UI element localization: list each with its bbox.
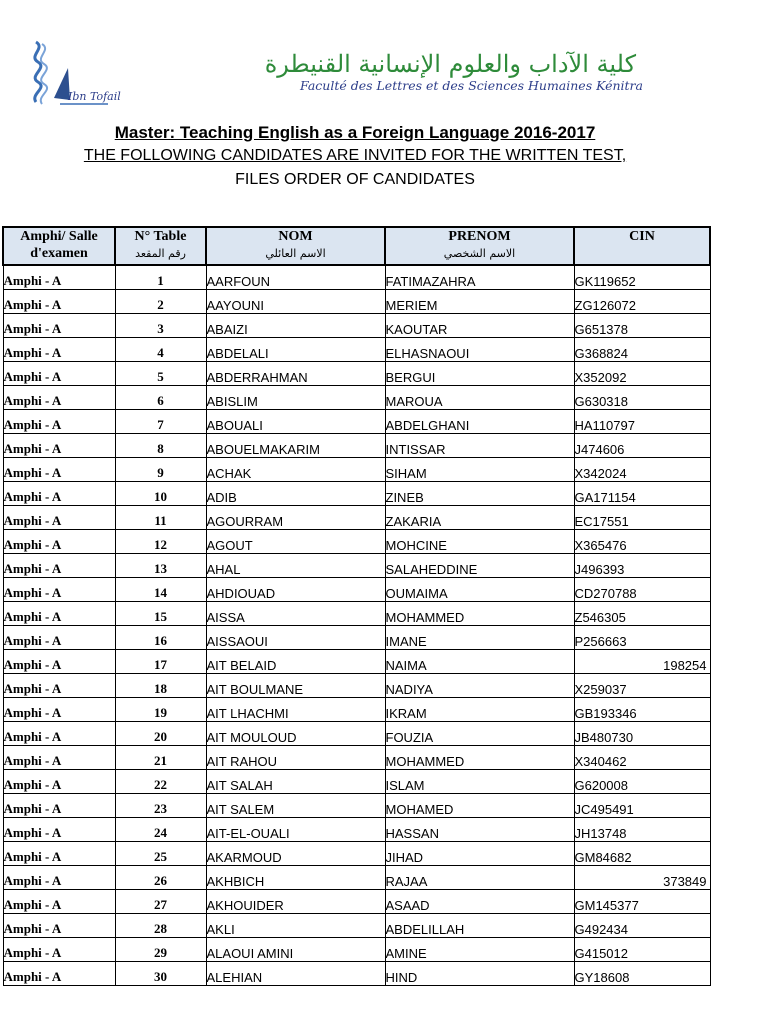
cell-salle: Amphi - A xyxy=(3,890,115,914)
cell-prenom: AMINE xyxy=(385,938,574,962)
table-row xyxy=(3,265,710,290)
cell-cin: X340462 xyxy=(574,746,710,770)
cell-prenom: ELHASNAOUI xyxy=(385,338,574,362)
cell-nom: AIT RAHOU xyxy=(206,746,385,770)
cell-cin: JB480730 xyxy=(574,722,710,746)
table-row xyxy=(3,482,710,506)
cell-prenom: MERIEM xyxy=(385,290,574,314)
cell-table-number: 13 xyxy=(115,554,206,578)
cell-prenom: BERGUI xyxy=(385,362,574,386)
cell-cin: 373849 xyxy=(574,866,710,890)
cell-salle: Amphi - A xyxy=(3,290,115,314)
cell-table-number: 17 xyxy=(115,650,206,674)
table-row xyxy=(3,386,710,410)
cell-cin: 198254 xyxy=(574,650,710,674)
header-table-ar: رقم المقعد xyxy=(135,247,186,260)
cell-salle: Amphi - A xyxy=(3,794,115,818)
cell-salle: Amphi - A xyxy=(3,530,115,554)
header-nom-ar: الاسم العائلي xyxy=(265,247,326,260)
header-nom-fr: NOM xyxy=(278,229,313,244)
cell-table-number: 19 xyxy=(115,698,206,722)
cell-nom: AARFOUN xyxy=(206,265,385,290)
cell-table-number: 10 xyxy=(115,482,206,506)
cell-table-number: 2 xyxy=(115,290,206,314)
cell-table-number: 27 xyxy=(115,890,206,914)
table-row xyxy=(3,794,710,818)
cell-table-number: 28 xyxy=(115,914,206,938)
cell-table-number: 4 xyxy=(115,338,206,362)
cell-cin: GB193346 xyxy=(574,698,710,722)
table-row xyxy=(3,866,710,890)
table-row xyxy=(3,362,710,386)
table-row xyxy=(3,626,710,650)
cell-salle: Amphi - A xyxy=(3,866,115,890)
cell-salle: Amphi - A xyxy=(3,698,115,722)
cell-nom: AISSA xyxy=(206,602,385,626)
header-prenom xyxy=(385,227,574,265)
cell-prenom: INTISSAR xyxy=(385,434,574,458)
cell-nom: AISSAOUI xyxy=(206,626,385,650)
cell-nom: AIT SALEM xyxy=(206,794,385,818)
cell-nom: ALAOUI AMINI xyxy=(206,938,385,962)
cell-table-number: 1 xyxy=(115,265,206,290)
cell-cin: JC495491 xyxy=(574,794,710,818)
cell-salle: Amphi - A xyxy=(3,746,115,770)
cell-prenom: NAIMA xyxy=(385,650,574,674)
cell-salle: Amphi - A xyxy=(3,265,115,290)
table-row xyxy=(3,962,710,986)
table-row xyxy=(3,770,710,794)
cell-salle: Amphi - A xyxy=(3,722,115,746)
cell-nom: AIT MOULOUD xyxy=(206,722,385,746)
cell-table-number: 9 xyxy=(115,458,206,482)
cell-prenom: ZAKARIA xyxy=(385,506,574,530)
cell-salle: Amphi - A xyxy=(3,674,115,698)
cell-cin: J474606 xyxy=(574,434,710,458)
cell-prenom: MAROUA xyxy=(385,386,574,410)
cell-salle: Amphi - A xyxy=(3,578,115,602)
cell-nom: AIT BELAID xyxy=(206,650,385,674)
cell-prenom: ABDELGHANI xyxy=(385,410,574,434)
cell-nom: AIT-EL-OUALI xyxy=(206,818,385,842)
table-row xyxy=(3,314,710,338)
cell-table-number: 8 xyxy=(115,434,206,458)
cell-table-number: 18 xyxy=(115,674,206,698)
cell-prenom: IMANE xyxy=(385,626,574,650)
cell-prenom: ISLAM xyxy=(385,770,574,794)
cell-cin: P256663 xyxy=(574,626,710,650)
cell-table-number: 30 xyxy=(115,962,206,986)
table-row xyxy=(3,698,710,722)
header-cin: CIN xyxy=(574,227,710,265)
table-row xyxy=(3,410,710,434)
invitation-title: THE FOLLOWING CANDIDATES ARE INVITED FOR THE WRITTEN TEST, xyxy=(83,147,627,164)
table-row xyxy=(3,890,710,914)
cell-salle: Amphi - A xyxy=(3,482,115,506)
cell-prenom: RAJAA xyxy=(385,866,574,890)
cell-cin: X259037 xyxy=(574,674,710,698)
cell-table-number: 5 xyxy=(115,362,206,386)
cell-salle: Amphi - A xyxy=(3,842,115,866)
cell-cin: GK119652 xyxy=(574,265,710,290)
cell-salle: Amphi - A xyxy=(3,314,115,338)
cell-cin: X352092 xyxy=(574,362,710,386)
cell-cin: GA171154 xyxy=(574,482,710,506)
table-row xyxy=(3,674,710,698)
cell-table-number: 20 xyxy=(115,722,206,746)
cell-table-number: 29 xyxy=(115,938,206,962)
cell-nom: ABISLIM xyxy=(206,386,385,410)
header-prenom-fr: PRENOM xyxy=(448,229,511,244)
table-row xyxy=(3,914,710,938)
header-table-number xyxy=(115,227,206,265)
table-row xyxy=(3,842,710,866)
cell-nom: AKHOUIDER xyxy=(206,890,385,914)
cell-prenom: SALAHEDDINE xyxy=(385,554,574,578)
cell-table-number: 24 xyxy=(115,818,206,842)
cell-nom: AHAL xyxy=(206,554,385,578)
program-title: Master: Teaching English as a Foreign Language 2016-2017 xyxy=(114,123,596,142)
document-titles xyxy=(0,122,710,192)
header-table-fr: N° Table xyxy=(134,229,187,244)
cell-nom: ACHAK xyxy=(206,458,385,482)
cell-cin: ZG126072 xyxy=(574,290,710,314)
cell-nom: AGOUT xyxy=(206,530,385,554)
cell-nom: AAYOUNI xyxy=(206,290,385,314)
cell-prenom: ZINEB xyxy=(385,482,574,506)
cell-cin: G415012 xyxy=(574,938,710,962)
cell-nom: AKLI xyxy=(206,914,385,938)
cell-cin: G620008 xyxy=(574,770,710,794)
table-row xyxy=(3,578,710,602)
header-salle-line1: Amphi/ Salle xyxy=(20,229,98,244)
table-row xyxy=(3,722,710,746)
cell-prenom: SIHAM xyxy=(385,458,574,482)
cell-cin: GM145377 xyxy=(574,890,710,914)
header-salle xyxy=(3,227,115,265)
cell-salle: Amphi - A xyxy=(3,458,115,482)
cell-cin: EC17551 xyxy=(574,506,710,530)
university-logo xyxy=(24,38,121,114)
cell-nom: AIT BOULMANE xyxy=(206,674,385,698)
table-row xyxy=(3,458,710,482)
cell-prenom: IKRAM xyxy=(385,698,574,722)
faculty-name-french: Faculté des Lettres et des Sciences Humaines Kénitra xyxy=(300,78,643,93)
cell-table-number: 7 xyxy=(115,410,206,434)
cell-prenom: FATIMAZAHRA xyxy=(385,265,574,290)
table-row xyxy=(3,338,710,362)
cell-cin: G651378 xyxy=(574,314,710,338)
cell-salle: Amphi - A xyxy=(3,914,115,938)
cell-table-number: 23 xyxy=(115,794,206,818)
table-row xyxy=(3,938,710,962)
cell-nom: AIT SALAH xyxy=(206,770,385,794)
cell-table-number: 11 xyxy=(115,506,206,530)
cell-nom: AGOURRAM xyxy=(206,506,385,530)
table-row xyxy=(3,530,710,554)
cell-nom: ADIB xyxy=(206,482,385,506)
cell-prenom: MOHAMED xyxy=(385,794,574,818)
header-prenom-ar: الاسم الشخصي xyxy=(443,247,516,260)
order-subtitle: FILES ORDER OF CANDIDATES xyxy=(235,171,475,188)
cell-cin: G368824 xyxy=(574,338,710,362)
cell-salle: Amphi - A xyxy=(3,554,115,578)
cell-table-number: 21 xyxy=(115,746,206,770)
table-row xyxy=(3,290,710,314)
cell-table-number: 15 xyxy=(115,602,206,626)
cell-salle: Amphi - A xyxy=(3,962,115,986)
cell-table-number: 6 xyxy=(115,386,206,410)
document-header xyxy=(0,0,768,120)
cell-prenom: KAOUTAR xyxy=(385,314,574,338)
cell-nom: AIT LHACHMI xyxy=(206,698,385,722)
cell-cin: X365476 xyxy=(574,530,710,554)
cell-nom: AKARMOUD xyxy=(206,842,385,866)
cell-salle: Amphi - A xyxy=(3,602,115,626)
cell-prenom: HIND xyxy=(385,962,574,986)
cell-salle: Amphi - A xyxy=(3,626,115,650)
svg-text:Ibn Tofail: Ibn Tofail xyxy=(68,90,121,103)
cell-cin: CD270788 xyxy=(574,578,710,602)
table-row xyxy=(3,506,710,530)
cell-prenom: OUMAIMA xyxy=(385,578,574,602)
cell-salle: Amphi - A xyxy=(3,818,115,842)
cell-nom: ABDERRAHMAN xyxy=(206,362,385,386)
candidates-table xyxy=(2,226,711,986)
cell-table-number: 14 xyxy=(115,578,206,602)
cell-table-number: 16 xyxy=(115,626,206,650)
table-row xyxy=(3,554,710,578)
header-salle-line2: d'examen xyxy=(30,246,88,261)
cell-prenom: MOHAMMED xyxy=(385,602,574,626)
cell-prenom: MOHAMMED xyxy=(385,746,574,770)
cell-nom: ABDELALI xyxy=(206,338,385,362)
cell-cin: GM84682 xyxy=(574,842,710,866)
cell-salle: Amphi - A xyxy=(3,434,115,458)
cell-salle: Amphi - A xyxy=(3,650,115,674)
cell-cin: X342024 xyxy=(574,458,710,482)
cell-cin: GY18608 xyxy=(574,962,710,986)
cell-cin: G630318 xyxy=(574,386,710,410)
cell-prenom: FOUZIA xyxy=(385,722,574,746)
cell-cin: J496393 xyxy=(574,554,710,578)
cell-salle: Amphi - A xyxy=(3,410,115,434)
cell-salle: Amphi - A xyxy=(3,386,115,410)
cell-salle: Amphi - A xyxy=(3,362,115,386)
cell-nom: AHDIOUAD xyxy=(206,578,385,602)
cell-prenom: NADIYA xyxy=(385,674,574,698)
cell-table-number: 22 xyxy=(115,770,206,794)
cell-nom: ABOUELMAKARIM xyxy=(206,434,385,458)
cell-cin: JH13748 xyxy=(574,818,710,842)
cell-nom: ALEHIAN xyxy=(206,962,385,986)
cell-cin: Z546305 xyxy=(574,602,710,626)
cell-table-number: 3 xyxy=(115,314,206,338)
cell-nom: ABAIZI xyxy=(206,314,385,338)
cell-table-number: 26 xyxy=(115,866,206,890)
table-header-row xyxy=(3,227,710,265)
cell-prenom: ASAAD xyxy=(385,890,574,914)
header-nom xyxy=(206,227,385,265)
cell-prenom: MOHCINE xyxy=(385,530,574,554)
cell-salle: Amphi - A xyxy=(3,506,115,530)
cell-salle: Amphi - A xyxy=(3,338,115,362)
cell-cin: HA110797 xyxy=(574,410,710,434)
cell-nom: ABOUALI xyxy=(206,410,385,434)
cell-prenom: HASSAN xyxy=(385,818,574,842)
cell-prenom: ABDELILLAH xyxy=(385,914,574,938)
cell-salle: Amphi - A xyxy=(3,770,115,794)
table-row xyxy=(3,602,710,626)
cell-prenom: JIHAD xyxy=(385,842,574,866)
cell-table-number: 12 xyxy=(115,530,206,554)
table-row xyxy=(3,434,710,458)
table-row xyxy=(3,650,710,674)
faculty-name-arabic: كلية الآداب والعلوم الإنسانية القنيطرة xyxy=(264,50,636,78)
cell-table-number: 25 xyxy=(115,842,206,866)
table-row xyxy=(3,818,710,842)
table-row xyxy=(3,746,710,770)
cell-nom: AKHBICH xyxy=(206,866,385,890)
cell-cin: G492434 xyxy=(574,914,710,938)
cell-salle: Amphi - A xyxy=(3,938,115,962)
